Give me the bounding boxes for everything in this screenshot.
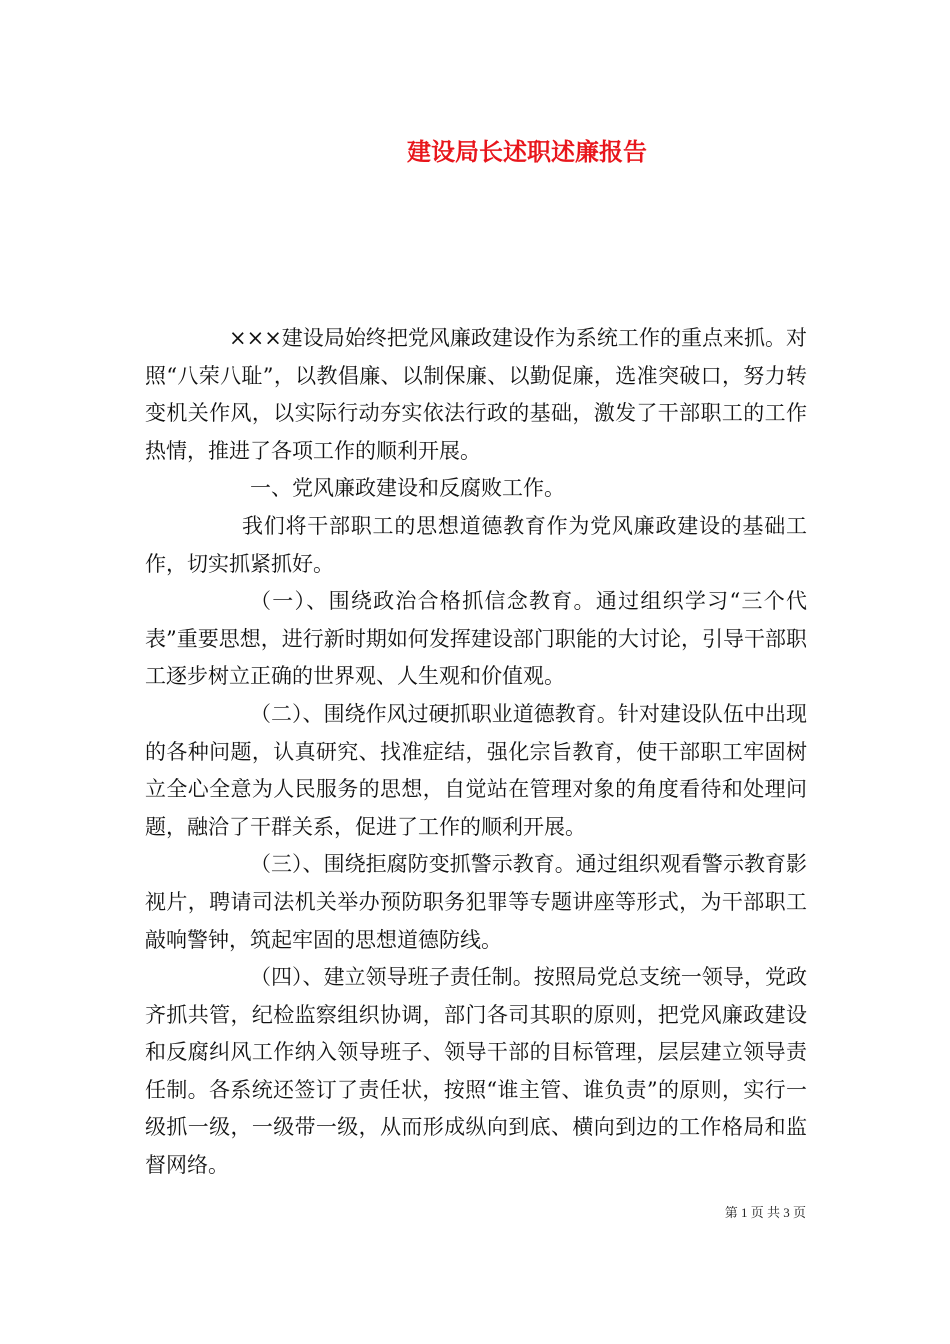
document-body	[145, 320, 807, 1185]
section-heading: 一、党风廉政建设和反腐败工作。	[250, 476, 565, 501]
paragraph-item-1: （一）、围绕政治合格抓信念教育。通过组织学习“三个代表”重要思想，进行新时期如何发挥建设部门职能的大讨论，引导干部职工逐步树立正确的世界观、人生观和价值观。	[145, 589, 807, 689]
paragraph-item-2: （二）、围绕作风过硬抓职业道德教育。针对建设队伍中出现的各种问题，认真研究、找准症结，强化宗旨教育，使干部职工牢固树立全心全意为人民服务的思想，自觉站在管理对象的角度看待和处理问题，融洽了干群关系，促进了工作的顺利开展。	[145, 701, 807, 839]
paragraph-item-4: （四）、建立领导班子责任制。按照局党总支统一领导，党政齐抓共管，纪检监察组织协调，部门各司其职的原则，把党风廉政建设和反腐纠风工作纳入领导班子、领导干部的目标管理，层层建立领导责任制。各系统还签订了责任状，按照“谁主管、谁负责”的原则，实行一级抓一级，一级带一级，从而形成纵向到底、横向到边的工作格局和监督网络。	[145, 965, 807, 1178]
document-title: 建设局长述职述廉报告	[407, 137, 647, 166]
paragraph-intro: ×××建设局始终把党风廉政建设作为系统工作的重点来抓。对照“八荣八耻”，以教倡廉、以制保廉、以勤促廉，选准突破口，努力转变机关作风，以实际行动夯实依法行政的基础，激发了干部职工的工作热情，推进了各项工作的顺利开展。	[145, 326, 807, 463]
paragraph-foundation: 我们将干部职工的思想道德教育作为党风廉政建设的基础工作，切实抓紧抓好。	[145, 513, 807, 576]
page-number: 第 1 页 共 3 页	[724, 1205, 806, 1220]
paragraph-item-3: （三）、围绕拒腐防变抓警示教育。通过组织观看警示教育影视片，聘请司法机关举办预防职务犯罪等专题讲座等形式，为干部职工敲响警钟，筑起牢固的思想道德防线。	[145, 852, 807, 952]
